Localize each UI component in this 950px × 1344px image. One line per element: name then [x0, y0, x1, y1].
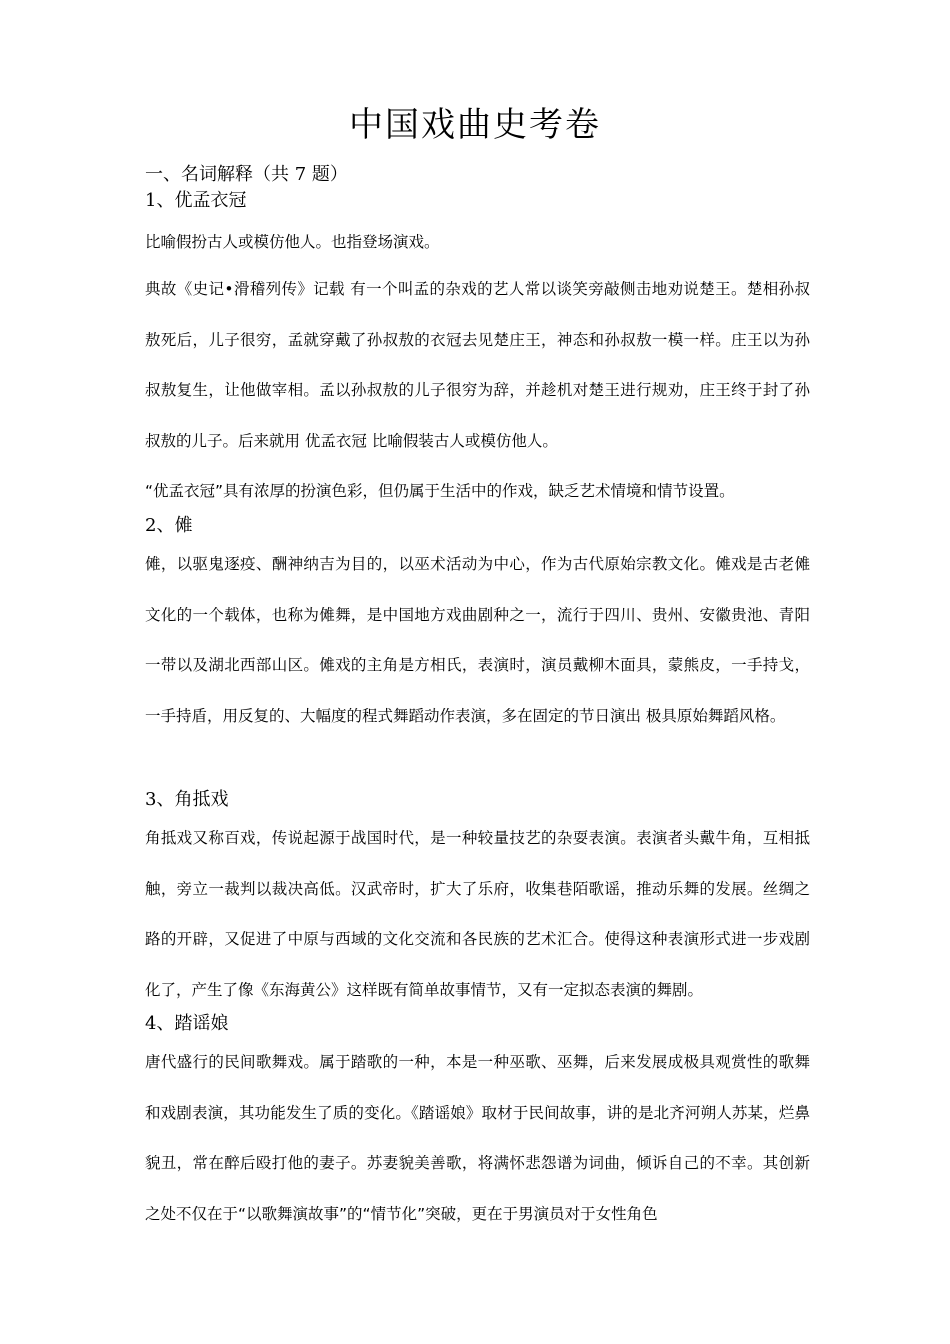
item-heading: 3、角抵戏: [145, 789, 229, 810]
item-heading: 4、踏谣娘: [145, 1013, 229, 1034]
item-heading: 1、优孟衣冠: [145, 190, 247, 211]
definition-paragraph: 典故《史记•滑稽列传》记载 有一个叫孟的杂戏的艺人常以谈笑旁敲侧击地劝说楚王。楚相孙叔敖死后，儿子很穷，孟就穿戴了孙叔敖的衣冠去见楚庄王，神态和孙叔敖一模一样。庄王以为孙叔敖复生，让他做宰相。孟以孙叔敖的儿子很穷为辞，并趁机对楚王进行规劝，庄王终于封了孙叔敖的儿子。后来就用 优孟衣冠 比喻假装古人或模仿他人。: [145, 280, 810, 450]
section-heading: 一、名词解释（共 7 题）: [145, 164, 348, 185]
definition-paragraph: 唐代盛行的民间歌舞戏。属于踏歌的一种，本是一种巫歌、巫舞，后来发展成极具观赏性的歌舞和戏剧表演，其功能发生了质的变化。《踏谣娘》取材于民间故事，讲的是北齐河朔人苏某，烂鼻貌丑，常在醉后殴打他的妻子。苏妻貌美善歌，将满怀悲怨谱为词曲，倾诉自己的不幸。其创新之处不仅在于“以歌舞演故事”的“情节化”突破，更在于男演员对于女性角色: [145, 1053, 810, 1223]
definition-paragraph: 比喻假扮古人或模仿他人。也指登场演戏。: [145, 233, 440, 251]
definition-paragraph: “优孟衣冠”具有浓厚的扮演色彩，但仍属于生活中的作戏，缺乏艺术情境和情节设置。: [145, 482, 735, 500]
definition-paragraph: 傩，以驱鬼逐疫、酬神纳吉为目的，以巫术活动为中心，作为古代原始宗教文化。傩戏是古老傩文化的一个载体，也称为傩舞，是中国地方戏曲剧种之一，流行于四川、贵州、安徽贵池、青阳一带以及湖北西部山区。傩戏的主角是方相氏，表演时，演员戴柳木面具，蒙熊皮，一手持戈，一手持盾，用反复的、大幅度的程式舞蹈动作表演，多在固定的节日演出 极具原始舞蹈风格。: [145, 555, 810, 725]
definition-paragraph: 角抵戏又称百戏，传说起源于战国时代，是一种较量技艺的杂耍表演。表演者头戴牛角，互相抵触，旁立一裁判以裁决高低。汉武帝时，扩大了乐府，收集巷陌歌谣，推动乐舞的发展。丝绸之路的开辟，又促进了中原与西域的文化交流和各民族的艺术汇合。使得这种表演形式进一步戏剧化了，产生了像《东海黄公》这样既有简单故事情节，又有一定拟态表演的舞剧。: [145, 829, 810, 999]
item-heading: 2、傩: [145, 515, 193, 536]
page-title: 中国戏曲史考卷: [349, 105, 601, 145]
